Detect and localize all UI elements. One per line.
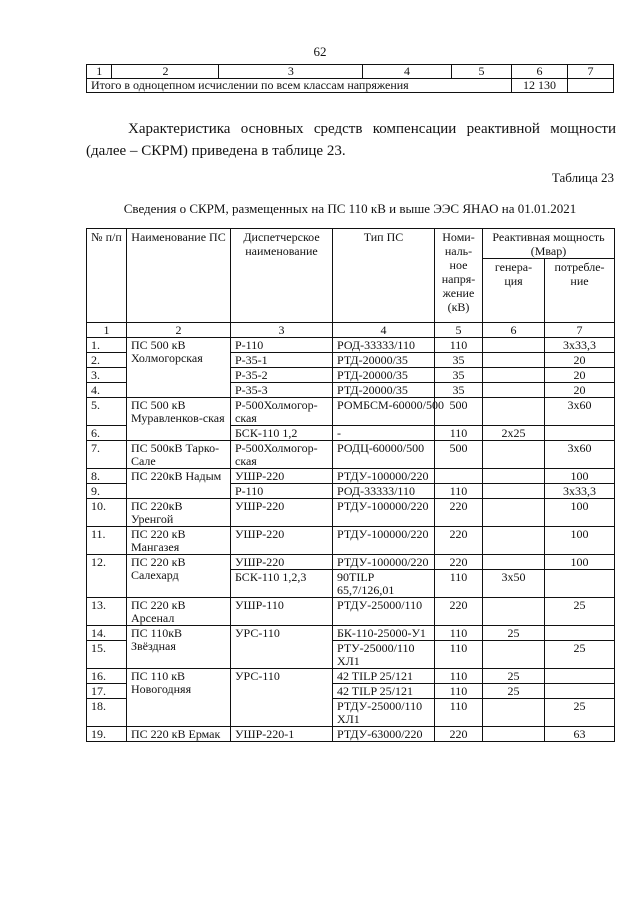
consumption: 25 [545,641,615,669]
ps-name: ПС 110 кВ Новогодняя [127,669,231,727]
generation: 2х25 [483,426,545,441]
ps-type: - [333,426,435,441]
voltage: 110 [435,699,483,727]
generation [483,555,545,570]
generation [483,398,545,426]
disp-name: УШР-220 [231,527,333,555]
col-number: 5 [451,65,511,79]
ps-type: РТД-20000/35 [333,368,435,383]
col-number: 2 [112,65,219,79]
ps-type: 42 TILP 25/121 [333,684,435,699]
skrm-table [86,228,615,742]
consumption: 25 [545,699,615,727]
table-caption: Таблица 23 [551,170,614,185]
table-row [87,727,615,742]
voltage: 220 [435,527,483,555]
continuation-table [86,64,614,93]
row-num: 15. [87,641,127,669]
voltage: 220 [435,727,483,742]
consumption [545,684,615,699]
generation: 25 [483,626,545,641]
table-row [87,441,615,469]
ps-name: ПС 500 кВ Муравленков-ская [127,398,231,441]
consumption: 100 [545,555,615,570]
ps-type: РТУ-25000/110 ХЛ1 [333,641,435,669]
generation [483,699,545,727]
row-num: 5. [87,398,127,426]
disp-name: Р-110 [231,338,333,353]
col-number: 5 [435,323,483,338]
voltage: 220 [435,555,483,570]
col-number: 3 [231,323,333,338]
disp-name: УРС-110 [231,626,333,669]
disp-name: УШР-220-1 [231,727,333,742]
table-row [87,626,615,641]
consumption: 100 [545,527,615,555]
generation [483,527,545,555]
ps-name: ПС 500кВ Тарко-Сале [127,441,231,469]
total-value: 12 130 [512,79,568,93]
table-row [87,338,615,353]
disp-name: Р-110 [231,484,333,499]
voltage: 35 [435,368,483,383]
voltage [435,469,483,484]
col-number: 3 [219,65,363,79]
ps-type: РОДЦ-60000/500 [333,441,435,469]
header-disp-name: Диспетчерское наименование [231,229,333,323]
table-row [87,469,615,484]
consumption [545,426,615,441]
ps-name: ПС 220 кВ Салехард [127,555,231,598]
ps-type: РОД-33333/110 [333,484,435,499]
consumption: 20 [545,383,615,398]
page-number: 62 [313,44,327,59]
ps-name: ПС 220 кВ Арсенал [127,598,231,626]
row-num: 11. [87,527,127,555]
disp-name: УШР-220 [231,499,333,527]
disp-name: Р-35-3 [231,383,333,398]
header-num: № п/п [87,229,127,323]
voltage: 110 [435,426,483,441]
row-num: 14. [87,626,127,641]
ps-type: 42 TILP 25/121 [333,669,435,684]
row-num: 19. [87,727,127,742]
voltage: 110 [435,684,483,699]
disp-name: БСК-110 1,2 [231,426,333,441]
voltage: 110 [435,626,483,641]
table-row [87,499,615,527]
header-ps-name: Наименование ПС [127,229,231,323]
disp-name: Р-35-1 [231,353,333,368]
voltage: 110 [435,484,483,499]
consumption [545,669,615,684]
row-num: 17. [87,684,127,699]
generation: 25 [483,669,545,684]
disp-name: УРС-110 [231,669,333,727]
col-number: 6 [512,65,568,79]
ps-type: РОМБСМ-60000/500 [333,398,435,426]
generation [483,441,545,469]
row-num: 3. [87,368,127,383]
consumption: 3х33,3 [545,338,615,353]
table-row [87,669,615,684]
consumption: 3х60 [545,398,615,426]
col-number: 2 [127,323,231,338]
voltage: 500 [435,441,483,469]
header-voltage: Номи-наль-ное напря-жение (кВ) [435,229,483,323]
ps-type: РТДУ-100000/220 [333,499,435,527]
ps-type: РТДУ-100000/220 [333,527,435,555]
consumption: 3х60 [545,441,615,469]
consumption: 100 [545,499,615,527]
col-number: 7 [545,323,615,338]
col-number: 4 [363,65,452,79]
voltage: 110 [435,338,483,353]
empty-cell [568,79,614,93]
voltage: 220 [435,499,483,527]
row-num: 16. [87,669,127,684]
consumption [545,570,615,598]
ps-type: БК-110-25000-У1 [333,626,435,641]
ps-type: РОД-33333/110 [333,338,435,353]
generation [483,368,545,383]
col-number: 1 [87,323,127,338]
row-num: 18. [87,699,127,727]
header-gen: генера-ция [483,259,545,323]
generation [483,338,545,353]
generation [483,499,545,527]
voltage: 110 [435,641,483,669]
col-number: 7 [568,65,614,79]
row-num: 12. [87,555,127,598]
consumption: 100 [545,469,615,484]
header-cons: потребле-ние [545,259,615,323]
voltage: 35 [435,353,483,368]
row-num: 7. [87,441,127,469]
row-num: 2. [87,353,127,368]
column-number-row [87,323,615,338]
generation [483,383,545,398]
total-row [87,79,614,93]
voltage: 110 [435,669,483,684]
ps-name: ПС 110кВ Звёздная [127,626,231,669]
ps-type: РТД-20000/35 [333,383,435,398]
disp-name: БСК-110 1,2,3 [231,570,333,598]
consumption: 25 [545,598,615,626]
header-row [87,229,615,259]
ps-name: ПС 220кВ Уренгой [127,499,231,527]
header-type: Тип ПС [333,229,435,323]
generation [483,353,545,368]
generation [483,469,545,484]
row-num: 4. [87,383,127,398]
disp-name: УШР-220 [231,555,333,570]
table-row [87,527,615,555]
consumption: 20 [545,353,615,368]
consumption: 3х33,3 [545,484,615,499]
table-row [87,555,615,570]
generation: 3х50 [483,570,545,598]
consumption [545,626,615,641]
table-row [87,398,615,426]
voltage: 35 [435,383,483,398]
ps-type: РТДУ-25000/110 [333,598,435,626]
disp-name: УШР-110 [231,598,333,626]
generation [483,484,545,499]
column-number-row [87,65,614,79]
consumption: 63 [545,727,615,742]
ps-name: ПС 500 кВ Холмогорская [127,338,231,398]
voltage: 500 [435,398,483,426]
generation [483,641,545,669]
col-number: 6 [483,323,545,338]
generation [483,598,545,626]
ps-name: ПС 220кВ Надым [127,469,231,499]
ps-type: РТДУ-25000/110 ХЛ1 [333,699,435,727]
row-num: 13. [87,598,127,626]
ps-type: РТД-20000/35 [333,353,435,368]
row-num: 10. [87,499,127,527]
table-row [87,598,615,626]
disp-name: Р-500Холмогор-ская [231,441,333,469]
voltage: 220 [435,598,483,626]
row-num: 8. [87,469,127,484]
consumption: 20 [545,368,615,383]
total-label: Итого в одноцепном исчислении по всем классам напряжения [87,79,512,93]
row-num: 1. [87,338,127,353]
col-number: 1 [87,65,112,79]
header-reactive: Реактивная мощность (Мвар) [483,229,615,259]
row-num: 6. [87,426,127,441]
generation: 25 [483,684,545,699]
body-paragraph [86,118,616,162]
table-title: Сведения о СКРМ, размещенных на ПС 110 кВ и выше ЭЭС ЯНАО на 01.01.2021 [123,201,577,216]
ps-type: РТДУ-100000/220 [333,469,435,484]
generation [483,727,545,742]
col-number: 4 [333,323,435,338]
disp-name: Р-35-2 [231,368,333,383]
ps-name: ПС 220 кВ Мангазея [127,527,231,555]
ps-type: 90TILP 65,7/126,01 [333,570,435,598]
voltage: 110 [435,570,483,598]
row-num: 9. [87,484,127,499]
paragraph-text: Характеристика основных средств компенсации реактивной мощности (далее – СКРМ) приведена в таблице 23. [86,121,616,159]
ps-type: РТДУ-63000/220 [333,727,435,742]
ps-type: РТДУ-100000/220 [333,555,435,570]
ps-name: ПС 220 кВ Ермак [127,727,231,742]
disp-name: УШР-220 [231,469,333,484]
disp-name: Р-500Холмогор-ская [231,398,333,426]
